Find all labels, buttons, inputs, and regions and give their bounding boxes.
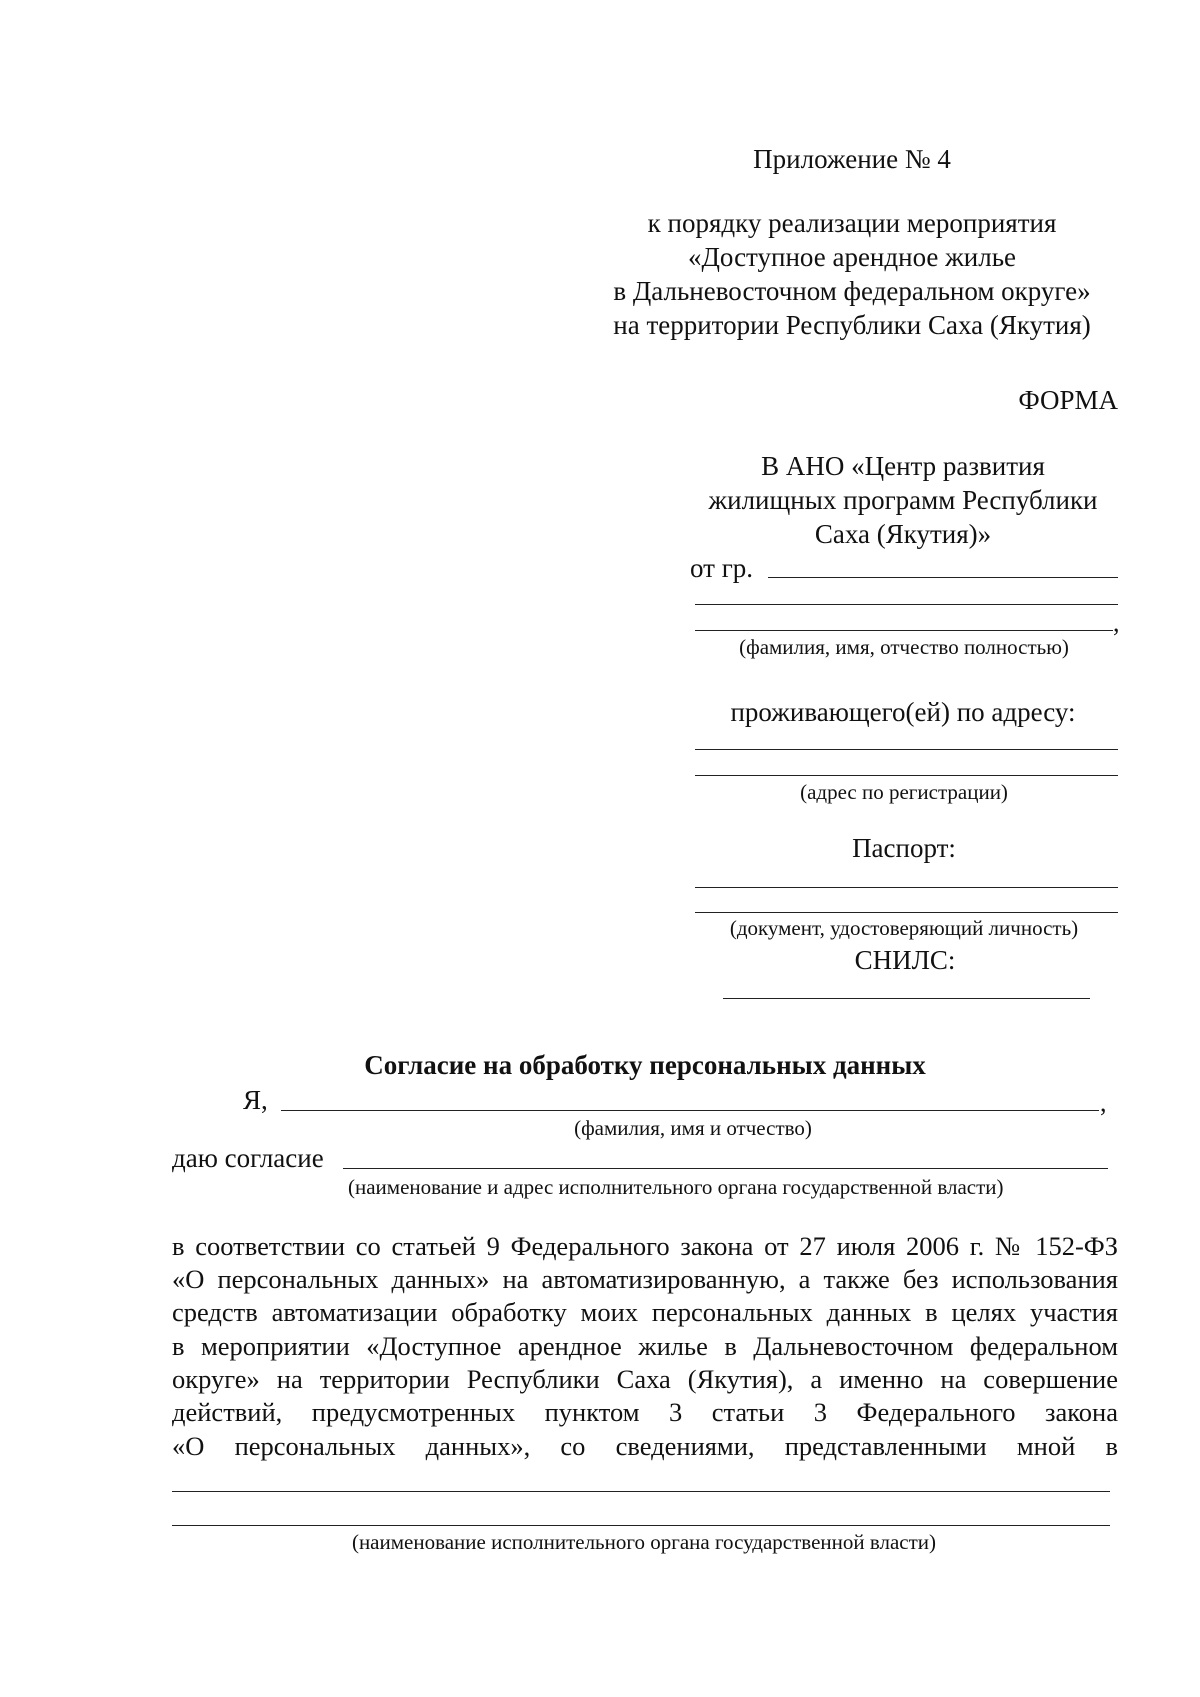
executive-body-caption: (наименование исполнительного органа государственной власти) <box>351 1530 937 1554</box>
body-line-1: в соответствии со статьей 9 Федерального закона от 27 июля 2006 г. № 152-ФЗ <box>172 1231 1118 1261</box>
address-label: проживающего(ей) по адресу: <box>730 697 1076 727</box>
fullname-field-2[interactable] <box>695 604 1118 605</box>
from-citizen-label: от гр. <box>690 553 754 583</box>
address-field-2[interactable] <box>695 775 1118 776</box>
authority-field[interactable] <box>343 1168 1108 1169</box>
executive-body-field-2[interactable] <box>172 1525 1110 1526</box>
snils-label: СНИЛС: <box>854 945 956 975</box>
address-field-1[interactable] <box>695 749 1118 750</box>
authority-caption: (наименование и адрес исполнительного органа государственной власти) <box>348 1175 1004 1199</box>
passport-label: Паспорт: <box>852 833 956 863</box>
consent-fullname-field[interactable] <box>281 1110 1099 1111</box>
passport-field-1[interactable] <box>695 887 1118 888</box>
body-line-2: «О персональных данных» на автоматизированную, а также без использования <box>172 1264 1118 1294</box>
form-label: ФОРМА <box>1018 385 1118 415</box>
header-line-3: в Дальневосточном федеральном округе» <box>613 276 1091 306</box>
fullname-field-3[interactable] <box>695 630 1113 631</box>
addressee-line-1: В АНО «Центр развития <box>761 451 1045 481</box>
passport-caption: (документ, удостоверяющий личность) <box>729 916 1079 940</box>
executive-body-field-1[interactable] <box>172 1491 1110 1492</box>
fullname-field-1[interactable] <box>768 577 1118 578</box>
appendix-number: Приложение № 4 <box>753 144 951 174</box>
consent-title: Согласие на обработку персональных данных <box>364 1050 926 1080</box>
body-line-3: средств автоматизации обработку моих персональных данных в целях участия <box>172 1297 1118 1327</box>
fullname-caption: (фамилия, имя, отчество полностью) <box>739 635 1069 659</box>
consent-fullname-caption: (фамилия, имя и отчество) <box>574 1116 812 1140</box>
snils-field[interactable] <box>723 998 1090 999</box>
addressee-line-2: жилищных программ Республики <box>708 485 1098 515</box>
body-line-6: действий, предусмотренных пунктом 3 статьи 3 Федерального закона <box>172 1397 1118 1427</box>
header-line-2: «Доступное арендное жилье <box>687 242 1017 272</box>
body-line-5: округе» на территории Республики Саха (Якутия), а именно на совершение <box>172 1364 1118 1394</box>
body-line-4: в мероприятии «Доступное арендное жилье в Дальневосточном федеральном <box>172 1331 1118 1361</box>
passport-field-2[interactable] <box>695 912 1118 913</box>
addressee-line-3: Саха (Якутия)» <box>814 519 992 549</box>
comma: , <box>1113 608 1120 637</box>
consent-comma: , <box>1100 1088 1107 1117</box>
address-caption: (адрес по регистрации) <box>800 780 1008 804</box>
header-line-1: к порядку реализации мероприятия <box>647 208 1057 238</box>
header-line-4: на территории Республики Саха (Якутия) <box>613 310 1091 340</box>
i-label: Я, <box>243 1085 268 1115</box>
give-consent-label: даю согласие <box>172 1143 324 1173</box>
body-line-7: «О персональных данных», со сведениями, представленными мной в <box>172 1431 1118 1461</box>
